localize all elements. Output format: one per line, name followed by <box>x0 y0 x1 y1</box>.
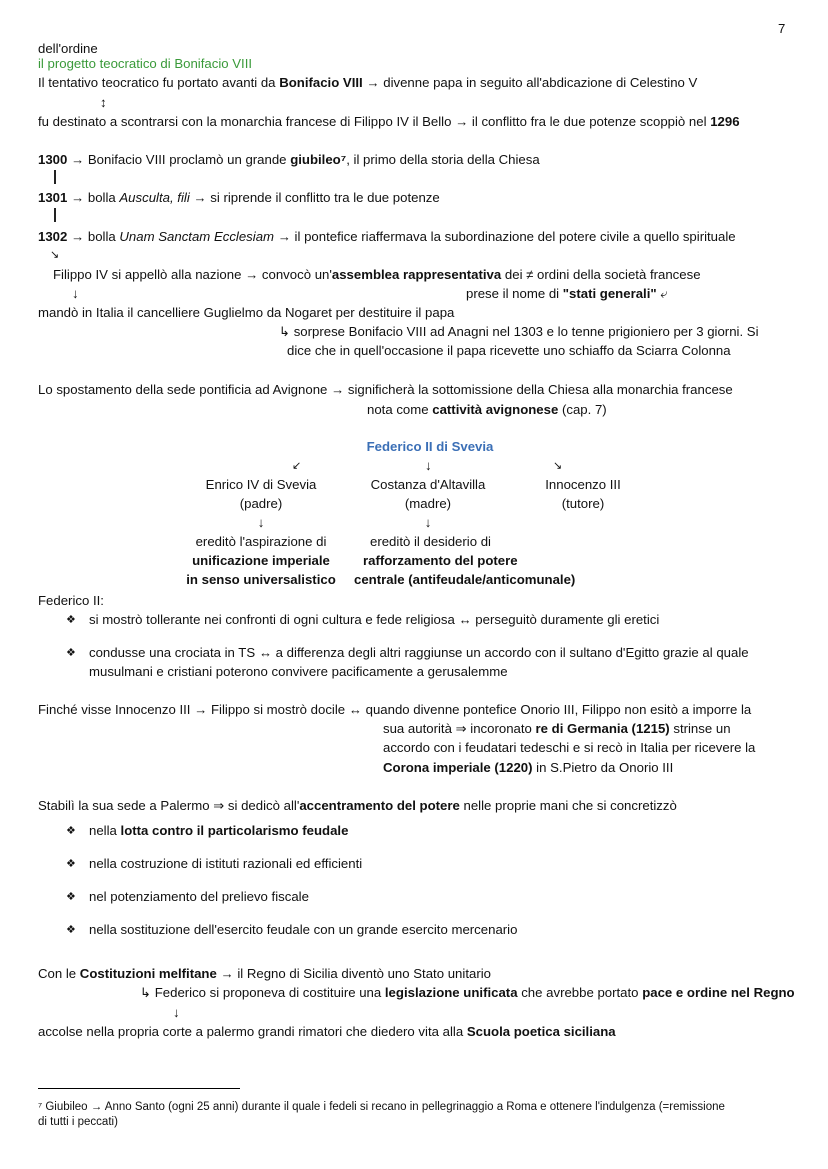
anagni-line-1: ↳ sorprese Bonifacio VIII ad Anagni nel 1303 e lo tenne prigioniero per 3 giorni. Si <box>279 324 759 339</box>
innocenzo-name: Innocenzo III <box>545 477 621 492</box>
innocenzo-line-1: Finché visse Innocenzo III → Filippo si mostrò docile ↔ quando divenne pontefice Onorio III, Filippo non esitò a imporre la <box>38 702 752 717</box>
palermo-bullet-3: nel potenziamento del prelievo fiscale <box>89 889 309 904</box>
melfi-line-2: ↳ Federico si proponeva di costituire una legislazione unificata che avrebbe portato pace e ordine nel Regno <box>140 985 795 1000</box>
costanza-inherit-1: ereditò il desiderio di <box>370 534 491 549</box>
enrico-arrow-icon: ↓ <box>257 515 265 530</box>
costanza-name: Costanza d'Altavilla <box>370 477 486 492</box>
paragraph-bonifacio: Il tentativo teocratico fu portato avanti da Bonifacio VIII → divenne papa in seguito all'abdicazione di Celestino V <box>38 75 698 90</box>
bullet-icon: ❖ <box>66 924 76 936</box>
footnote-divider <box>38 1088 240 1089</box>
bullet-icon: ❖ <box>66 647 76 659</box>
enrico-role: (padre) <box>239 496 283 511</box>
nogaret-text: mandò in Italia il cancelliere Guglielmo da Nogaret per destituire il papa <box>38 305 455 320</box>
timeline-1300: 1300 → Bonifacio VIII proclamò un grande giubileo⁷, il primo della storia della Chiesa <box>38 152 540 167</box>
innocenzo-line-3: accordo con i feudatari tedeschi e si recò in Italia per ricevere la <box>383 740 756 755</box>
arrow-down-icon: ↓ <box>425 458 432 473</box>
footnote-line-1: ⁷ Giubileo → Anno Santo (ogni 25 anni) durante il quale i fedeli si recano in pellegrinaggio a Roma e ottenere l'indulgenza (=remissione <box>38 1101 725 1113</box>
federico-label: Federico II: <box>38 593 104 608</box>
filippo-appeal: Filippo IV si appellò alla nazione → convocò un'assemblea rappresentativa dei ≠ ordini della società francese <box>53 267 701 282</box>
enrico-inherit-1: ereditò l'aspirazione di <box>195 534 327 549</box>
section-heading: il progetto teocratico di Bonifacio VIII <box>38 56 253 71</box>
melfi-line-3: accolse nella propria corte a palermo grandi rimatori che diedero vita alla Scuola poetica siciliana <box>38 1024 616 1039</box>
diagram-title: Federico II di Svevia <box>366 439 494 454</box>
arrow-left-icon: ↙ <box>292 460 302 472</box>
paragraph-conflict: fu destinato a scontrarsi con la monarchia francese di Filippo IV il Bello → il conflitto fra le due potenze scoppiò nel 1296 <box>38 114 740 129</box>
costanza-inherit-3: centrale (antifeudale/anticomunale) <box>354 572 576 587</box>
costanza-role: (madre) <box>404 496 452 511</box>
down-arrow-icon: ↓ <box>173 1005 180 1020</box>
federico-bullet-2-line-1: condusse una crociata in TS ↔ a differenza degli altri raggiunse un accordo con il sultano d'Egitto grazie al quale <box>89 645 749 660</box>
enrico-inherit-3: in senso universalistico <box>186 572 336 587</box>
innocenzo-line-4: Corona imperiale (1220) in S.Pietro da Onorio III <box>383 760 674 775</box>
costanza-arrow-icon: ↓ <box>424 515 432 530</box>
timeline-connector <box>54 208 56 222</box>
bullet-icon: ❖ <box>66 614 76 626</box>
palermo-bullet-4: nella sostituzione dell'esercito feudale con un grande esercito mercenario <box>89 922 518 937</box>
enrico-inherit-2: unificazione imperiale <box>192 553 330 568</box>
palermo-line: Stabilì la sua sede a Palermo ⇒ si dedicò all'accentramento del potere nelle proprie mani che si concretizzò <box>38 798 677 813</box>
bullet-icon: ❖ <box>66 858 76 870</box>
avignone-line-1: Lo spostamento della sede pontificia ad Avignone → significherà la sottomissione della Chiesa alla monarchia francese <box>38 382 733 397</box>
timeline-1301: 1301 → bolla Ausculta, fili → si riprende il conflitto tra le due potenze <box>38 190 440 205</box>
previous-line-text: dell'ordine <box>38 41 98 56</box>
melfi-line-1: Con le Costituzioni melfitane → il Regno di Sicilia diventò uno Stato unitario <box>38 966 491 981</box>
bullet-icon: ❖ <box>66 891 76 903</box>
diagonal-arrow-icon: ↘ <box>50 249 60 261</box>
costanza-inherit-2: rafforzamento del potere <box>363 553 518 568</box>
federico-bullet-1: si mostrò tollerante nei confronti di ogni cultura e fede religiosa ↔ perseguitò duramente gli eretici <box>89 612 660 627</box>
palermo-bullet-1: nella lotta contro il particolarismo feudale <box>89 823 349 838</box>
palermo-bullet-2: nella costruzione di istituti razionali ed efficienti <box>89 856 363 871</box>
down-arrow-icon: ↓ <box>72 286 79 301</box>
avignone-line-2: nota come cattività avignonese (cap. 7) <box>367 402 607 417</box>
timeline-connector <box>54 170 56 184</box>
up-down-arrow-icon: ↕ <box>100 95 107 110</box>
arrow-right-icon: ↘ <box>553 460 563 472</box>
stati-generali-note: prese il nome di "stati generali" ⤶ <box>466 286 668 301</box>
timeline-1302: 1302 → bolla Unam Sanctam Ecclesiam → il pontefice riaffermava la subordinazione del potere civile a quello spirituale <box>38 229 736 244</box>
innocenzo-role: (tutore) <box>561 496 605 511</box>
footnote-line-2: di tutti i peccati) <box>38 1116 118 1128</box>
anagni-line-2: dice che in quell'occasione il papa ricevette uno schiaffo da Sciarra Colonna <box>287 343 731 358</box>
bullet-icon: ❖ <box>66 825 76 837</box>
federico-bullet-2-line-2: musulmani e cristiani poterono convivere pacificamente a gerusalemme <box>89 664 508 679</box>
innocenzo-line-2: sua autorità ⇒ incoronato re di Germania (1215) strinse un <box>383 721 731 736</box>
page-number: 7 <box>778 21 786 36</box>
enrico-name: Enrico IV di Svevia <box>205 477 317 492</box>
